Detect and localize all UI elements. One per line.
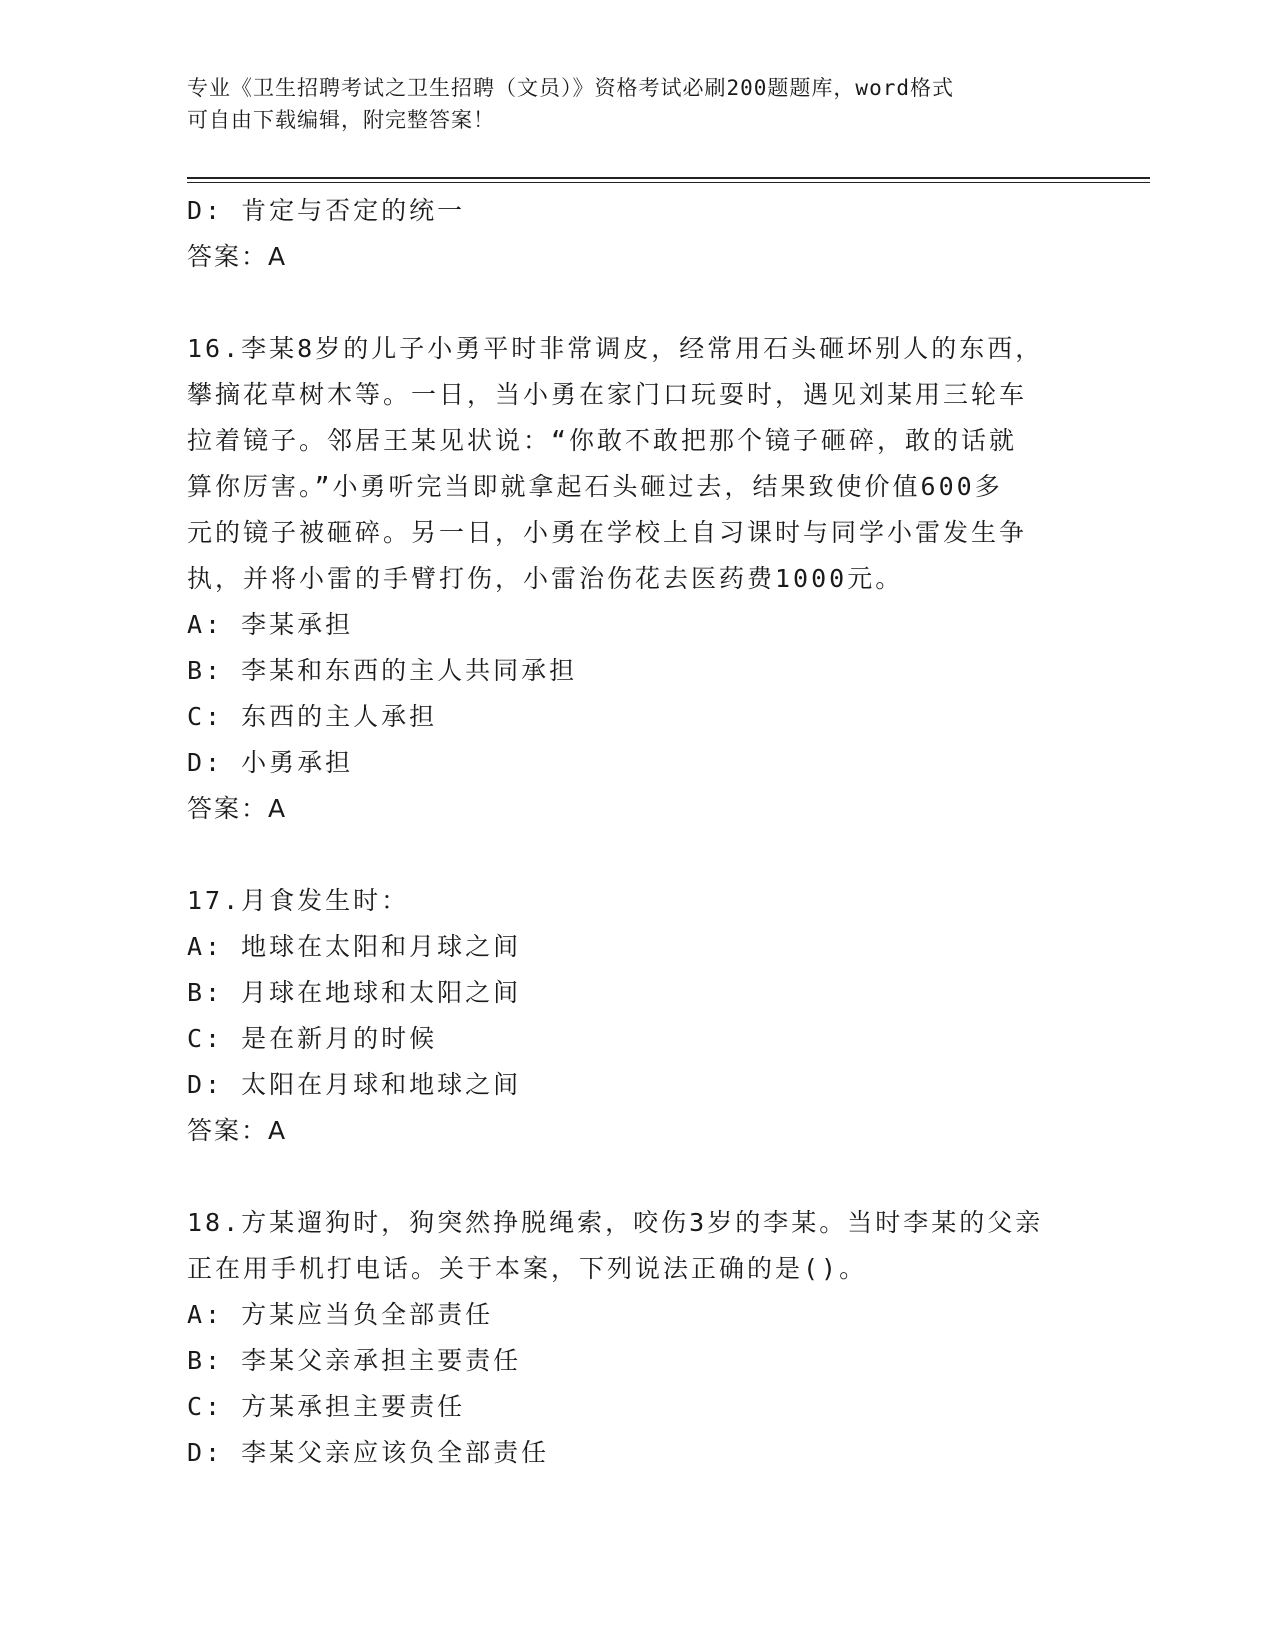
option-d: D: 李某父亲应该负全部责任 [187,1438,550,1467]
answer-line: 答案：A [187,1116,288,1145]
question-content [187,188,1087,1476]
question-16 [187,326,1087,832]
option-c: C: 是在新月的时候 [187,1024,438,1053]
option-b: B: 月球在地球和太阳之间 [187,978,522,1007]
header-line-1: 专业《卫生招聘考试之卫生招聘（文员）》资格考试必刷200题题库，word格式 [187,76,954,100]
option-d: D: 太阳在月球和地球之间 [187,1070,522,1099]
spacer [187,280,1087,326]
question-17 [187,878,1087,1154]
option-a: A: 方某应当负全部责任 [187,1300,494,1329]
question-stem-line: 18.方某遛狗时，狗突然挣脱绳索，咬伤3岁的李某。当时李某的父亲 [187,1208,1044,1237]
header-divider-thin [187,182,1150,183]
option-c: C: 方某承担主要责任 [187,1392,466,1421]
option-b: B: 李某父亲承担主要责任 [187,1346,522,1375]
option-a: A: 地球在太阳和月球之间 [187,932,522,961]
question-stem-line: 攀摘花草树木等。一日，当小勇在家门口玩耍时，遇见刘某用三轮车 [187,380,1028,409]
answer-line: 答案：A [187,242,288,271]
header-divider-thick [187,177,1150,179]
option-c: C: 东西的主人承担 [187,702,438,731]
page-header [187,72,1067,136]
question-18 [187,1200,1087,1476]
question-stem-line: 拉着镜子。邻居王某见状说：“你敢不敢把那个镜子砸碎，敢的话就 [187,426,1018,455]
spacer [187,1154,1087,1200]
question-stem-line: 算你厉害。”小勇听完当即就拿起石头砸过去，结果致使价值600多 [187,472,1003,501]
option-a: A: 李某承担 [187,610,354,639]
question-stem-line: 执，并将小雷的手臂打伤，小雷治伤花去医药费1000元。 [187,564,904,593]
option-b: B: 李某和东西的主人共同承担 [187,656,578,685]
question-stem-line: 16.李某8岁的儿子小勇平时非常调皮，经常用石头砸坏别人的东西， [187,334,1044,363]
header-line-2: 可自由下载编辑，附完整答案！ [187,108,495,132]
option-d: D: 肯定与否定的统一 [187,196,466,225]
question-stem-line: 正在用手机打电话。关于本案，下列说法正确的是()。 [187,1254,868,1283]
option-d: D: 小勇承担 [187,748,354,777]
question-stem-line: 17.月食发生时： [187,886,410,915]
spacer [187,832,1087,878]
question-stem-line: 元的镜子被砸碎。另一日，小勇在学校上自习课时与同学小雷发生争 [187,518,1028,547]
answer-line: 答案：A [187,794,288,823]
previous-question-tail [187,188,1087,280]
